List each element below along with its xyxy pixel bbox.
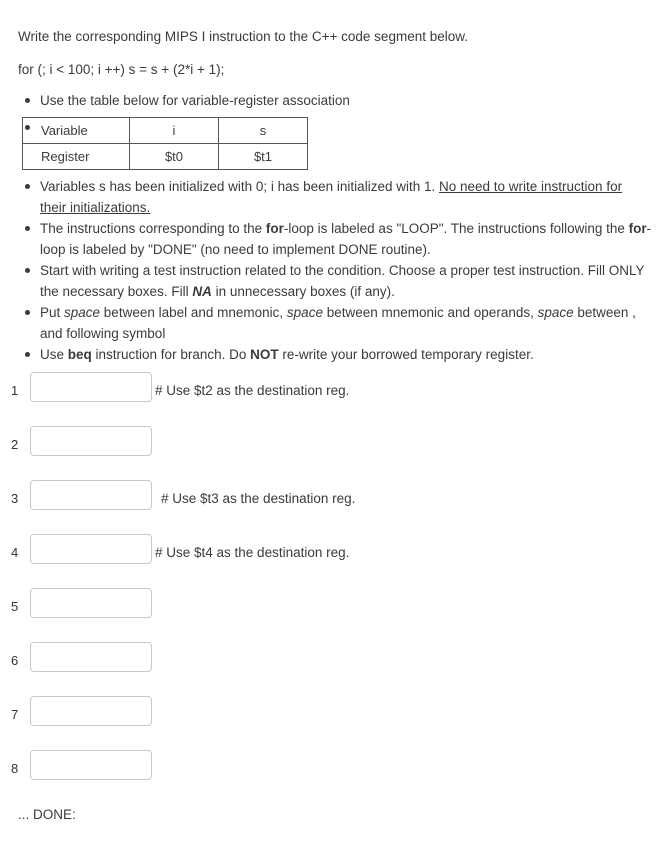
italic-space: space xyxy=(64,305,101,320)
text: Put xyxy=(40,305,65,320)
table-row xyxy=(23,118,308,144)
bold-not: NOT xyxy=(250,347,279,362)
table-cell-reg-t1: $t1 xyxy=(219,144,308,170)
instruction-list xyxy=(20,90,652,365)
row-hint: # Use $t2 as the destination reg. xyxy=(155,383,350,398)
answer-input-1[interactable] xyxy=(30,372,152,402)
bold-for: for xyxy=(265,221,284,236)
text: instruction for branch. Do xyxy=(91,347,251,362)
row-number: 8 xyxy=(11,761,19,776)
table-cell-reg-t0: $t0 xyxy=(130,144,219,170)
done-label: ... DONE: xyxy=(18,807,76,822)
variable-register-table xyxy=(22,117,308,170)
answer-input-6[interactable] xyxy=(30,642,152,672)
table-row xyxy=(23,144,308,170)
row-number: 3 xyxy=(11,491,19,506)
bullet-initialization xyxy=(20,176,652,218)
underlined-note: No need to write instruction for their initializations. xyxy=(40,179,623,215)
bullet-text: Use the table below for variable-register association xyxy=(40,93,350,108)
table-cell-var-i: i xyxy=(130,118,219,144)
bold-italic-na: NA xyxy=(192,284,212,299)
row-hint: # Use $t3 as the destination reg. xyxy=(161,491,356,506)
bullet-branch xyxy=(20,344,652,365)
table-header-variable: Variable xyxy=(23,118,130,144)
row-number: 6 xyxy=(11,653,19,668)
bullet-labels xyxy=(20,218,652,260)
text: Start with writing a test instruction related to the condition. Choose a proper test instruction. Fill ONLY the necessary boxes. Fill xyxy=(40,263,645,299)
italic-space: space xyxy=(537,305,574,320)
text: in unnecessary boxes (if any). xyxy=(211,284,395,299)
row-number: 2 xyxy=(11,437,19,452)
row-number: 7 xyxy=(11,707,19,722)
bold-for: for xyxy=(628,221,647,236)
answer-input-5[interactable] xyxy=(30,588,152,618)
table-cell-var-s: s xyxy=(219,118,308,144)
answer-input-4[interactable] xyxy=(30,534,152,564)
row-number: 4 xyxy=(11,545,19,560)
text: Use xyxy=(40,347,68,362)
question-title: Write the corresponding MIPS I instruction to the C++ code segment below. xyxy=(18,29,468,44)
answer-input-2[interactable] xyxy=(30,426,152,456)
code-segment: for (; i < 100; i ++) s = s + (2*i + 1); xyxy=(18,62,225,77)
bold-beq: beq xyxy=(67,347,92,362)
bullet-table-intro xyxy=(20,90,652,114)
bullet-text: Variables s has been initialized with 0; i has been initialized with 1. xyxy=(40,179,439,194)
answer-input-3[interactable] xyxy=(30,480,152,510)
text: between , and following symbol xyxy=(40,305,636,341)
text: -loop is labeled by "DONE" (no need to implement DONE routine). xyxy=(40,221,652,257)
answer-input-8[interactable] xyxy=(30,750,152,780)
text: -loop is labeled as "LOOP". The instructions following the xyxy=(283,221,629,236)
italic-space: space xyxy=(286,305,323,320)
text: re-write your borrowed temporary register. xyxy=(278,347,534,362)
table-holder xyxy=(20,117,652,170)
text: between label and mnemonic, xyxy=(100,305,287,320)
bullet-test-instruction xyxy=(20,260,652,302)
row-number: 1 xyxy=(11,383,19,398)
text: The instructions corresponding to the xyxy=(40,221,266,236)
row-hint: # Use $t4 as the destination reg. xyxy=(155,545,350,560)
text: between mnemonic and operands, xyxy=(322,305,538,320)
bullet-spacing xyxy=(20,302,652,344)
row-number: 5 xyxy=(11,599,19,614)
table-header-register: Register xyxy=(23,144,130,170)
answer-input-7[interactable] xyxy=(30,696,152,726)
